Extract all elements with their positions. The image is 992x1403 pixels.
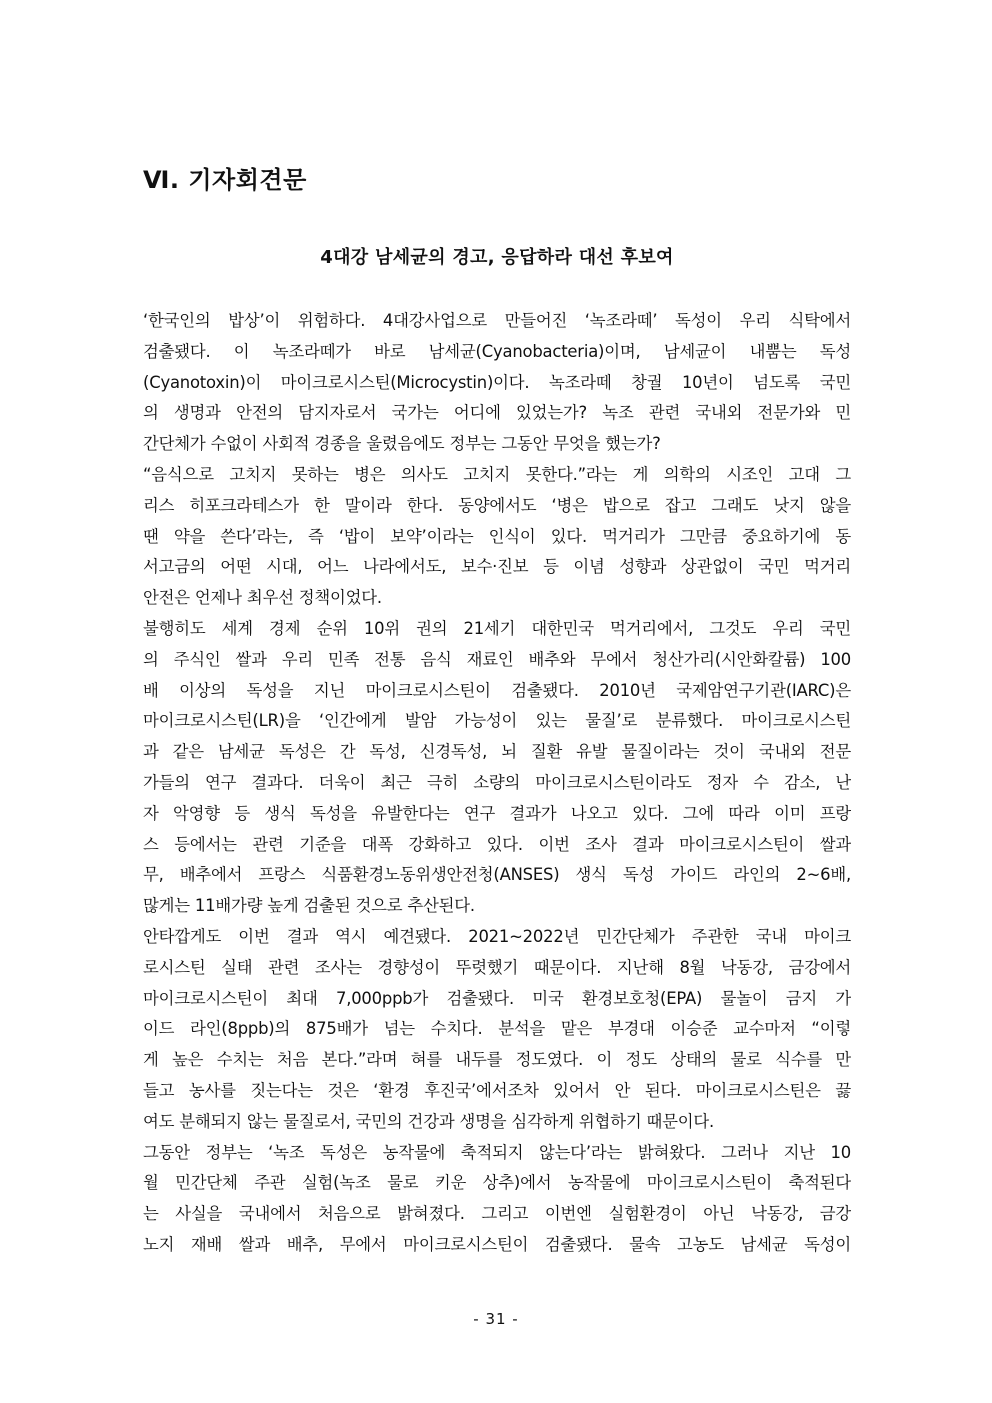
article-body (143, 306, 851, 1261)
article-title: 4대강 남세균의 경고, 응답하라 대선 후보여 (320, 247, 674, 268)
body-line: ‘한국인의 밥상’이 위험하다. 4대강사업으로 만들어진 ‘녹조라떼’ 독성이 우리 식탁에서 (143, 311, 851, 330)
body-line: 는 사실을 국내에서 처음으로 밝혀졌다. 그리고 이번엔 실험환경이 아닌 낙동강, 금강 (143, 1204, 851, 1224)
section-heading: Ⅵ. 기자회견문 (143, 166, 307, 194)
body-line: 스 등에서는 관련 기준을 대폭 강화하고 있다. 이번 조사 결과 마이크로시스틴이 쌀과 (143, 834, 851, 854)
body-line: 노지 재배 쌀과 배추, 무에서 마이크로시스틴이 검출됐다. 물속 고농도 남세균 독성이 (143, 1234, 851, 1254)
body-line: 리스 히포크라테스가 한 말이라 한다. 동양에서도 ‘병은 밥으로 잡고 그래도 낫지 않을 (143, 495, 851, 515)
body-line: 이드 라인(8ppb)의 875배가 넘는 수치다. 분석을 맡은 부경대 이승준 교수마저 “이렇 (143, 1019, 851, 1039)
body-line: 마이크로시스틴이 최대 7,000ppb가 검출됐다. 미국 환경보호청(EPA) 물놀이 금지 가 (143, 988, 851, 1008)
body-line: (Cyanotoxin)이 마이크로시스틴(Microcystin)이다. 녹조라떼 창궐 10년이 넘도록 국민 (143, 372, 851, 392)
page-number: - 31 - (473, 1310, 519, 1328)
body-line: 검출됐다. 이 녹조라떼가 바로 남세균(Cyanobacteria)이며, 남세균이 내뿜는 독성 (143, 341, 851, 361)
body-line: 서고금의 어떤 시대, 어느 나라에서도, 보수·진보 등 이념 성향과 상관없이 국민 먹거리 (143, 557, 851, 577)
body-line: 월 민간단체 주관 실험(녹조 물로 키운 상추)에서 농작물에 마이크로시스틴이 축적된다 (143, 1173, 851, 1193)
body-line: 로시스틴 실태 관련 조사는 경향성이 뚜렷했기 때문이다. 지난해 8월 낙동강, 금강에서 (143, 957, 851, 977)
body-line: 들고 농사를 짓는다는 것은 ‘환경 후진국’에서조차 있어서 안 된다. 마이크로시스틴은 끓 (143, 1080, 851, 1100)
body-line: 여도 분해되지 않는 물질로서, 국민의 건강과 생명을 심각하게 위협하기 때문이다. (143, 1111, 715, 1131)
body-line: 자 악영향 등 생식 독성을 유발한다는 연구 결과가 나오고 있다. 그에 따라 이미 프랑 (143, 803, 851, 823)
body-line: 간단체가 수없이 사회적 경종을 울렸음에도 정부는 그동안 무엇을 했는가? (143, 434, 661, 454)
body-line: “음식으로 고치지 못하는 병은 의사도 고치지 못한다.”라는 게 의학의 시조인 고대 그 (143, 464, 851, 484)
body-line: 마이크로시스틴(LR)을 ‘인간에게 발암 가능성이 있는 물질’로 분류했다. 마이크로시스틴 (143, 711, 851, 731)
body-line: 불행히도 세계 경제 순위 10위 권의 21세기 대한민국 먹거리에서, 그것도 우리 국민 (143, 618, 851, 638)
body-line: 의 생명과 안전의 담지자로서 국가는 어디에 있었는가? 녹조 관련 국내외 전문가와 민 (143, 403, 851, 423)
body-line: 게 높은 수치는 처음 본다.”라며 혀를 내두를 정도였다. 이 정도 상태의 물로 식수를 만 (143, 1050, 851, 1070)
body-line: 의 주식인 쌀과 우리 민족 전통 음식 재료인 배추와 무에서 청산가리(시안화칼륨) 100 (143, 649, 851, 669)
body-line: 무, 배추에서 프랑스 식품환경노동위생안전청(ANSES) 생식 독성 가이드 라인의 2~6배, (143, 865, 851, 885)
body-line: 안전은 언제나 최우선 정책이었다. (143, 588, 382, 608)
body-line: 배 이상의 독성을 지닌 마이크로시스틴이 검출됐다. 2010년 국제암연구기관(IARC)은 (143, 680, 851, 700)
body-line: 가들의 연구 결과다. 더욱이 최근 극히 소량의 마이크로시스틴이라도 정자 수 감소, 난 (143, 772, 851, 792)
body-line: 많게는 11배가량 높게 검출된 것으로 추산된다. (143, 896, 475, 916)
body-line: 과 같은 남세균 독성은 간 독성, 신경독성, 뇌 질환 유발 물질이라는 것이 국내외 전문 (143, 742, 851, 762)
body-line: 땐 약을 쓴다’라는, 즉 ‘밥이 보약’이라는 인식이 있다. 먹거리가 그만큼 중요하기에 동 (143, 526, 851, 546)
body-line: 안타깝게도 이번 결과 역시 예견됐다. 2021~2022년 민간단체가 주관한 국내 마이크 (143, 926, 851, 946)
body-line: 그동안 정부는 ‘녹조 독성은 농작물에 축적되지 않는다’라는 밝혀왔다. 그러나 지난 10 (143, 1142, 851, 1162)
